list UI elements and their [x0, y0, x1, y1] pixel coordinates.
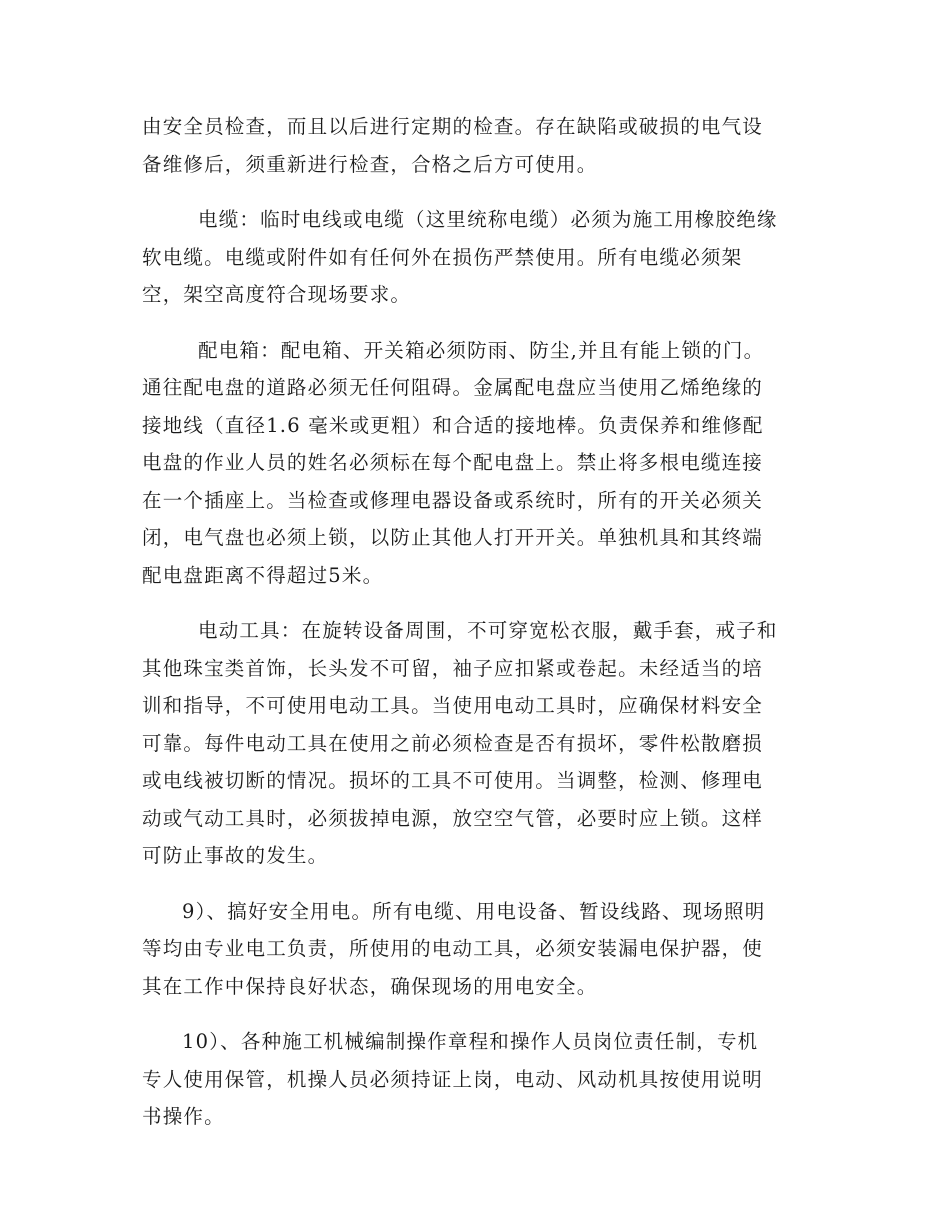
- paragraph-line: 或电线被切断的情况。损坏的工具不可使用。当调整，检测、修理电: [142, 769, 764, 792]
- paragraph-line: 电缆：临时电线或电缆（这里统称电缆）必须为施工用橡胶绝缘: [198, 208, 778, 231]
- paragraph-line: 9）、搞好安全用电。所有电缆、用电设备、暂设线路、现场照明: [182, 899, 766, 923]
- paragraph-inspection: [142, 108, 812, 183]
- paragraph-line: 其他珠宝类首饰，长头发不可留，袖子应扣紧或卷起。未经适当的培: [142, 656, 764, 680]
- paragraph-line: 备维修后，须重新进行检查，合格之后方可使用。: [142, 152, 598, 176]
- paragraph-line: 等均由专业电工负责，所使用的电动工具，必须安装漏电保护器，使: [142, 937, 764, 960]
- paragraph-cables: [142, 201, 812, 314]
- paragraph-line: 软电缆。电缆或附件如有任何外在损伤严禁使用。所有电缆必须架: [142, 245, 743, 269]
- paragraph-line: 由安全员检查，而且以后进行定期的检查。存在缺陷或破损的电气设: [142, 115, 764, 138]
- paragraph-distribution-box: [142, 332, 812, 595]
- paragraph-power-tools: [142, 612, 812, 875]
- paragraph-line: 接地线（直径1.6 毫米或更粗）和合适的接地棒。负责保养和维修配: [142, 413, 764, 437]
- paragraph-line: 闭，电气盘也必须上锁，以防止其他人打开开关。单独机具和其终端: [142, 526, 764, 549]
- document-page: [142, 108, 812, 1154]
- paragraph-line: 电动工具：在旋转设备周围，不可穿宽松衣服，戴手套，戒子和: [198, 619, 778, 642]
- paragraph-line: 通往配电盘的道路必须无任何阻碍。金属配电盘应当使用乙烯绝缘的: [142, 376, 764, 399]
- paragraph-line: 10）、各种施工机械编制操作章程和操作人员岗位责任制，专机: [182, 1030, 759, 1053]
- paragraph-electrical-safety: [142, 893, 812, 1006]
- paragraph-line: 可靠。每件电动工具在使用之前必须检查是否有损坏，零件松散磨损: [142, 731, 764, 755]
- paragraph-line: 动或气动工具时，必须拔掉电源，放空空气管，必要时应上锁。这样: [142, 806, 764, 830]
- paragraph-line: 训和指导，不可使用电动工具。当使用电动工具时，应确保材料安全: [142, 694, 764, 717]
- paragraph-machinery: [142, 1023, 812, 1136]
- paragraph-line: 书操作。: [142, 1105, 225, 1128]
- paragraph-line: 专人使用保管，机操人员必须持证上岗，电动、风动机具按使用说明: [142, 1067, 764, 1091]
- paragraph-line: 空，架空高度符合现场要求。: [142, 283, 412, 306]
- paragraph-line: 配电盘距离不得超过5米。: [142, 563, 384, 587]
- paragraph-line: 其在工作中保持良好状态，确保现场的用电安全。: [142, 974, 598, 998]
- paragraph-line: 可防止事故的发生。: [142, 844, 329, 867]
- paragraph-line: 在一个插座上。当检查或修理电器设备或系统时，所有的开关必须关: [142, 488, 764, 512]
- paragraph-line: 配电箱：配电箱、开关箱必须防雨、防尘,并且有能上锁的门。: [198, 338, 765, 362]
- paragraph-line: 电盘的作业人员的姓名必须标在每个配电盘上。禁止将多根电缆连接: [142, 451, 764, 474]
